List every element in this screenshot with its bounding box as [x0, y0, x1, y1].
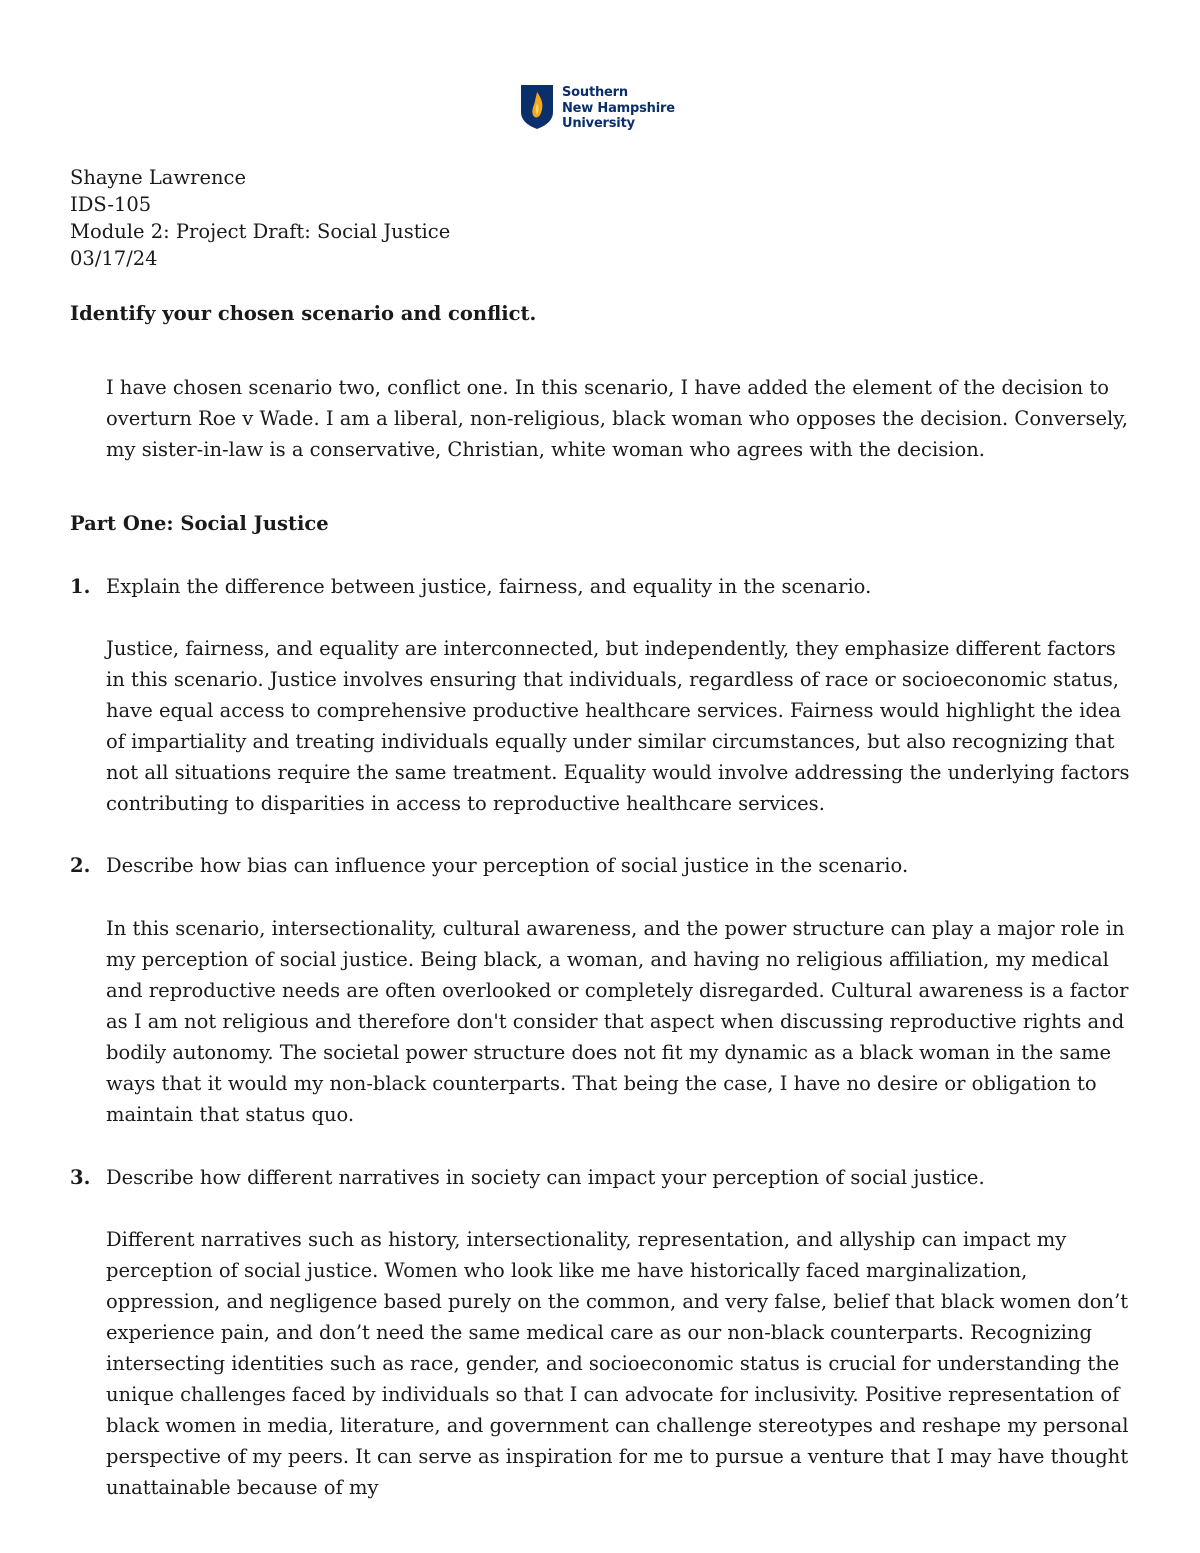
question-prompt: Describe how bias can influence your perception of social justice in the scenario.: [106, 854, 909, 877]
question-number: 1.: [70, 575, 91, 598]
question-number: 3.: [70, 1166, 91, 1189]
answer-3: Different narratives such as history, intersectionality, representation, and allyship can impact my perception of social justice. Women who look like me have historically faced marginalization, oppression, and negligence based purely on the common, and very false, belief that black women don’t experience pain, and don’t need the same medical care as our non-black counterparts. Recognizing intersecting identities such as race, gender, and socioeconomic status is crucial for understanding the unique challenges faced by individuals so that I can advocate for inclusivity. Positive representation of black women in media, literature, and government can challenge stereotypes and reshape my personal perspective of my peers. It can serve as inspiration for me to pursue a venture that I may have thought unattainable because of my: [106, 1228, 1129, 1499]
question-1: [70, 571, 1150, 602]
question-2: [70, 850, 1150, 881]
question-prompt: Describe how different narratives in society can impact your perception of social justice.: [106, 1166, 985, 1189]
assignment-title: Module 2: Project Draft: Social Justice: [70, 220, 451, 243]
answer-1: Justice, fairness, and equality are interconnected, but independently, they emphasize different factors in this scenario. Justice involves ensuring that individuals, regardless of race or socioeconomic status, have equal access to comprehensive productive healthcare services. Fairness would highlight the idea of impartiality and treating individuals equally under similar circumstances, but also recognizing that not all situations require the same treatment. Equality would involve addressing the underlying factors contributing to disparities in access to reproductive healthcare services.: [106, 637, 1130, 815]
question-number: 2.: [70, 854, 91, 877]
logo-line-2: New Hampshire: [562, 100, 675, 116]
shield-flame-icon: [520, 84, 554, 130]
student-name: Shayne Lawrence: [70, 166, 247, 189]
student-header: [70, 164, 1140, 272]
logo-wordmark: [562, 85, 675, 132]
logo-line-1: Southern: [562, 85, 628, 100]
question-prompt: Explain the difference between justice, fairness, and equality in the scenario.: [106, 575, 872, 598]
university-logo: [520, 84, 675, 132]
question-3: [70, 1162, 1150, 1193]
submission-date: 03/17/24: [70, 247, 158, 270]
identify-heading: Identify your chosen scenario and conflict.: [70, 302, 537, 325]
logo-line-3: University: [562, 116, 635, 131]
part-one-heading: Part One: Social Justice: [70, 512, 329, 535]
identify-paragraph: I have chosen scenario two, conflict one. In this scenario, I have added the element of the decision to overturn Roe v Wade. I am a liberal, non-religious, black woman who opposes the decision. Conversely, my sister-in-law is a conservative, Christian, white woman who agrees with the decision.: [106, 376, 1128, 461]
course-code: IDS-105: [70, 193, 152, 216]
answer-2: In this scenario, intersectionality, cultural awareness, and the power structure can play a major role in my perception of social justice. Being black, a woman, and having no religious affiliation, my medical and reproductive needs are often overlooked or completely disregarded. Cultural awareness is a factor as I am not religious and therefore don't consider that aspect when discussing reproductive rights and bodily autonomy. The societal power structure does not fit my dynamic as a black woman in the same ways that it would my non-black counterparts. That being the case, I have no desire or obligation to maintain that status quo.: [106, 917, 1129, 1126]
